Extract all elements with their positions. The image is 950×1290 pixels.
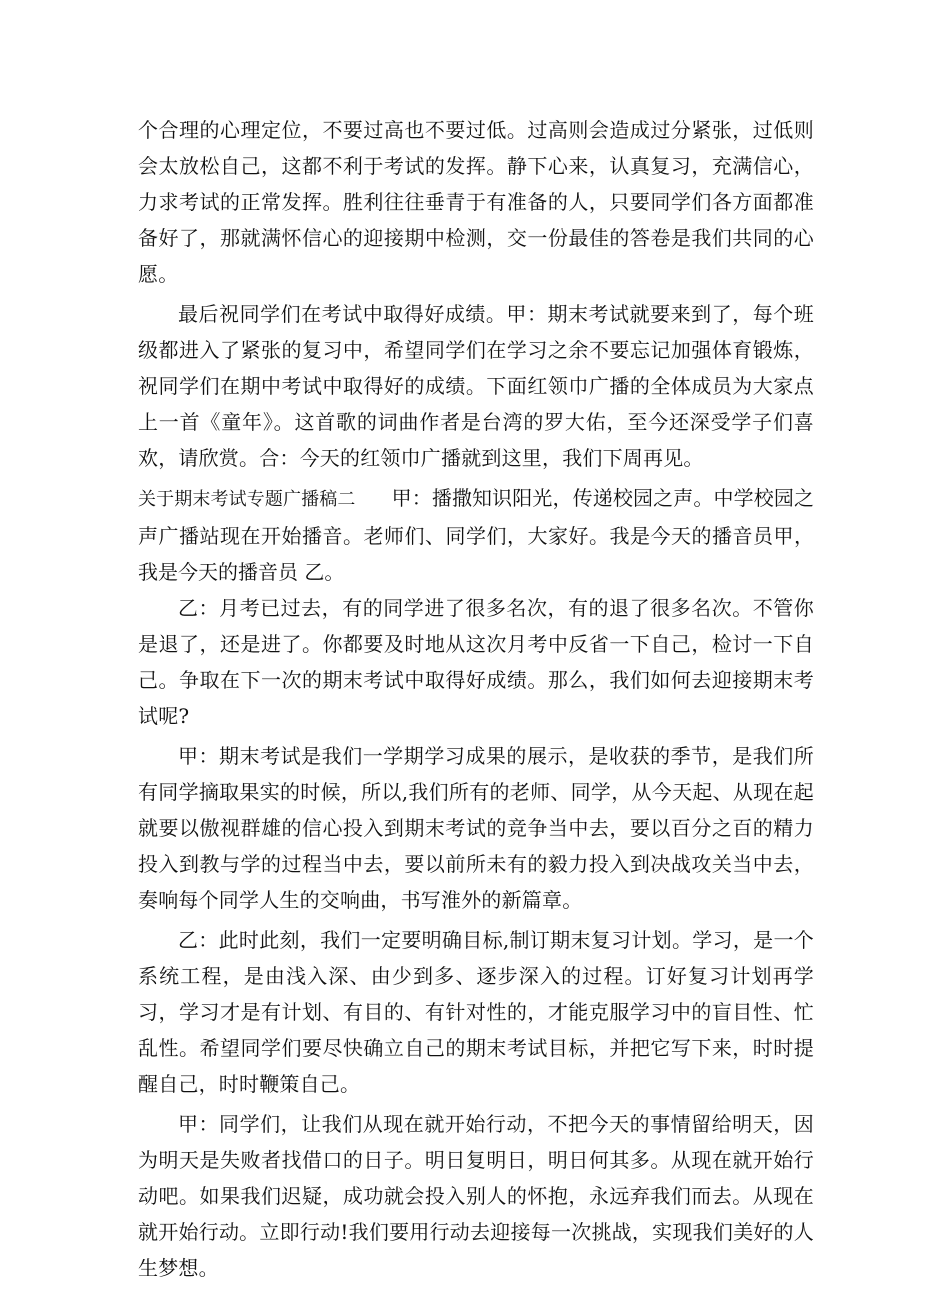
paragraph-1: 个合理的心理定位，不要过高也不要过低。过高则会造成过分紧张，过低则会太放松自己，这都不利于考试的发挥。静下心来，认真复习，充满信心，力求考试的正常发挥。胜利往往垂青于有准备的人，只要同学们各方面都准备好了，那就满怀信心的迎接期中检测，交一份最佳的答卷是我们共同的心愿。 bbox=[138, 118, 814, 286]
section-heading-paragraph bbox=[138, 480, 814, 590]
paragraph-5: 乙：此时此刻，我们一定要明确目标,制订期末复习计划。学习，是一个系统工程，是由浅入深、由少到多、逐步深入的过程。订好复习计划再学习，学习才是有计划、有目的、有针对性的，才能克服学习中的盲目性、忙乱性。希望同学们要尽快确立自己的期末考试目标，并把它写下来，时时提醒自己，时时鞭策自己。 bbox=[138, 928, 814, 1096]
paragraph-3: 乙：月考已过去，有的同学进了很多名次，有的退了很多名次。不管你是退了，还是进了。你都要及时地从这次月考中反省一下自己，检讨一下自己。争取在下一次的期末考试中取得好成绩。那么，我们如何去迎接期末考试呢? bbox=[138, 596, 814, 728]
paragraph-4: 甲：期末考试是我们一学期学习成果的展示，是收获的季节，是我们所有同学摘取果实的时候，所以,我们所有的老师、同学，从今天起、从现在起就要以傲视群雄的信心投入到期末考试的竞争当中去，要以百分之百的精力投入到教与学的过程当中去，要以前所未有的毅力投入到决战攻关当中去，奏响每个同学人生的交响曲，书写淮外的新篇章。 bbox=[138, 744, 814, 912]
section-title: 关于期末考试专题广播稿二 bbox=[138, 489, 356, 510]
paragraph-6: 甲：同学们，让我们从现在就开始行动，不把今天的事情留给明天，因为明天是失败者找借口的日子。明日复明日，明日何其多。从现在就开始行动吧。如果我们迟疑，成功就会投入别人的怀抱，永远弃我们而去。从现在就开始行动。立即行动!我们要用行动去迎接每一次挑战，实现我们美好的人生梦想。 bbox=[138, 1112, 814, 1280]
section-opening-text: 甲：播撒知识阳光，传递校园之声。中学校园之声广播站现在开始播音。老师们、同学们，大家好。我是今天的播音员甲，我是今天的播音员 乙。 bbox=[138, 486, 814, 584]
document-body bbox=[138, 112, 814, 1290]
paragraph-2: 最后祝同学们在考试中取得好成绩。甲：期末考试就要来到了，每个班级都进入了紧张的复习中，希望同学们在学习之余不要忘记加强体育锻炼，祝同学们在期中考试中取得好的成绩。下面红领巾广播的全体成员为大家点上一首《童年》。这首歌的词曲作者是台湾的罗大佑，至今还深受学子们喜欢，请欣赏。合：今天的红领巾广播就到这里，我们下周再见。 bbox=[138, 302, 814, 470]
